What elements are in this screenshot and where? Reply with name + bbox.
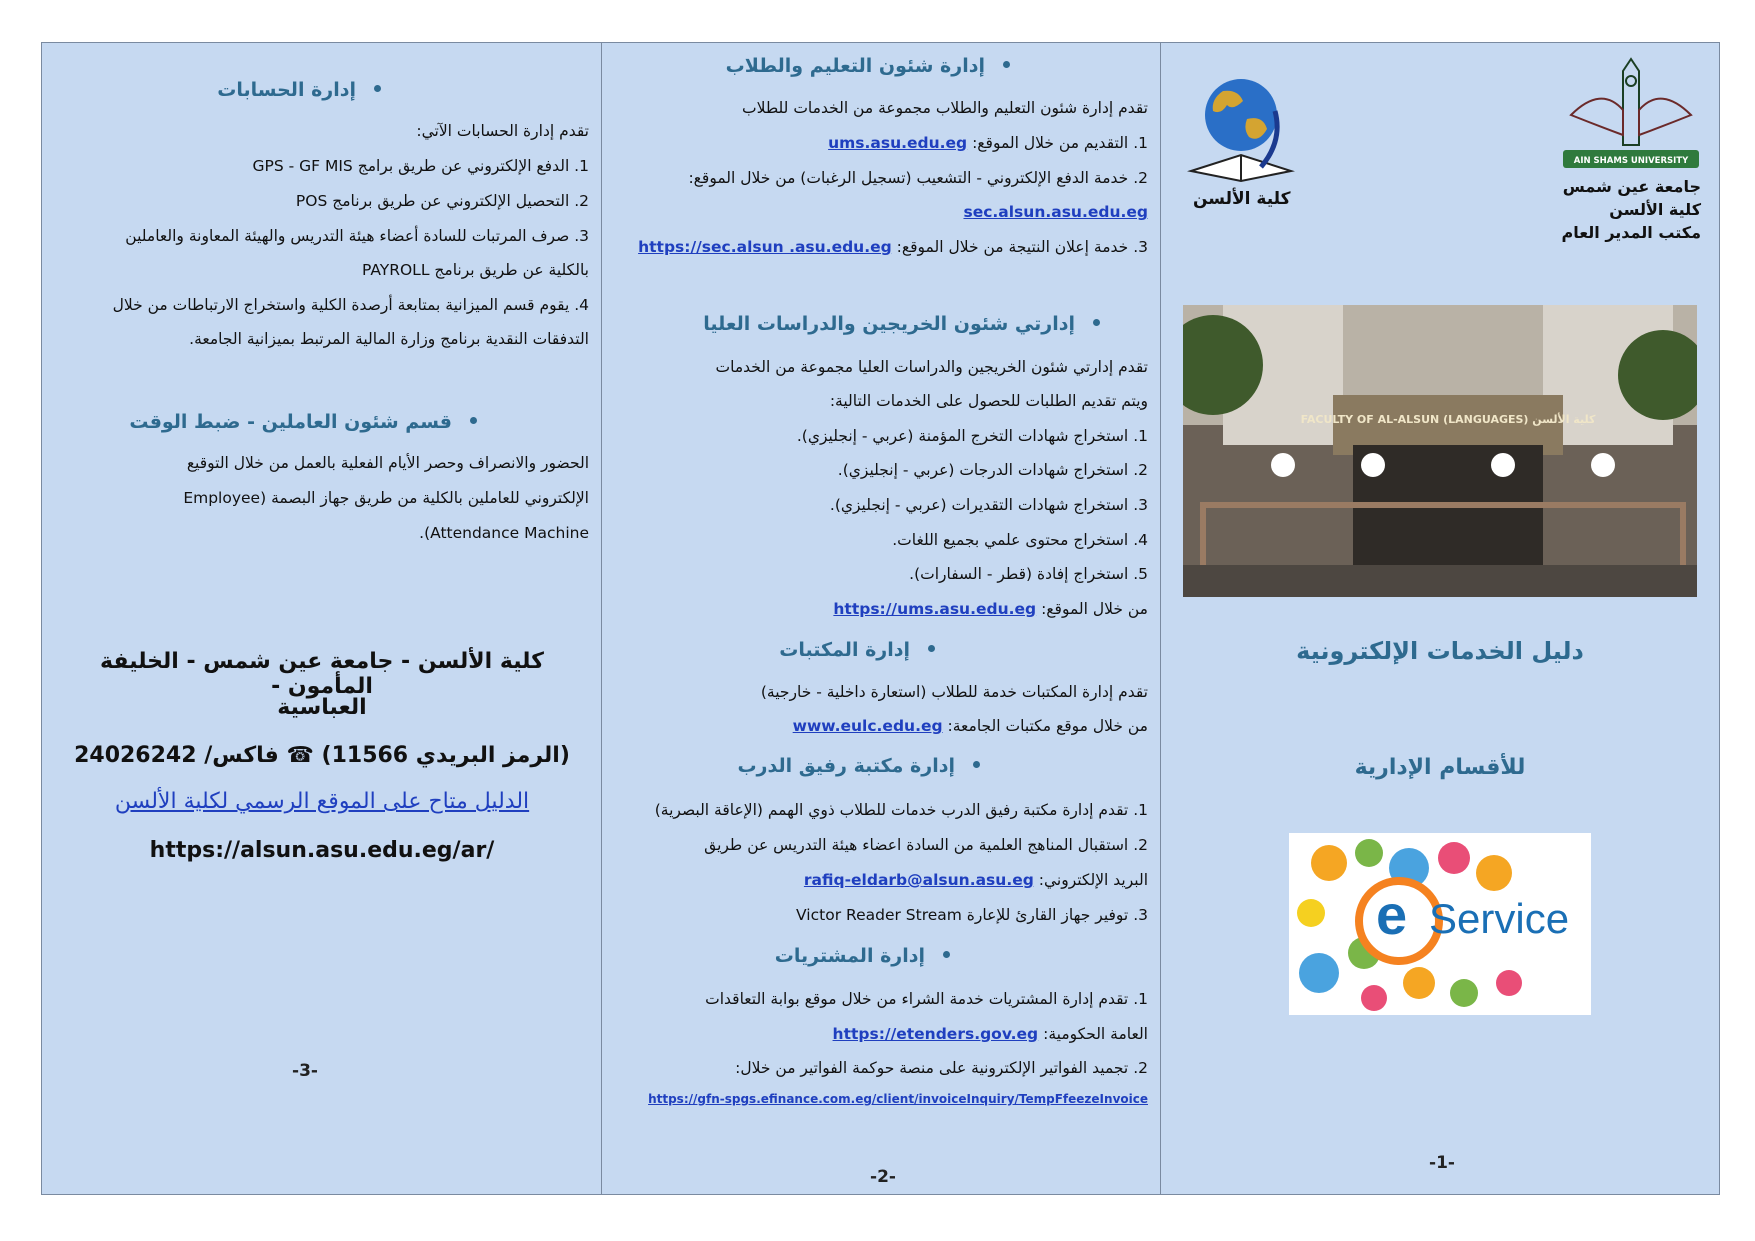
libraries-heading: إدارة المكتبات: [779, 639, 935, 661]
sec-link[interactable]: sec.alsun.asu.edu.eg: [963, 203, 1148, 221]
graduates-heading: إدارتي شئون الخريجين والدراسات العليا: [703, 313, 1100, 335]
contact-phone: (الرمز البريدي 11566) ☎ فاكس/ 24026242: [74, 743, 570, 768]
contact-address: كلية الألسن - جامعة عين شمس - الخليفة المأمون -: [100, 649, 544, 699]
students-item-2: 2. خدمة الدفع الإلكتروني - التشعيب (تسجيل الرغبات) من خلال الموقع:: [688, 169, 1148, 187]
graduates-via: من خلال الموقع: https://ums.asu.edu.eg: [833, 600, 1148, 618]
faculty-logo: [1183, 71, 1303, 191]
bullet-icon: [470, 417, 477, 424]
graduates-item: 2. استخراج شهادات الدرجات (عربي - إنجليزي).: [837, 461, 1148, 479]
accounts-item-2: 2. التحصيل الإلكتروني عن طريق برنامج POS: [295, 192, 589, 210]
etenders-link[interactable]: https://etenders.gov.eg: [832, 1025, 1039, 1043]
panel-3: [42, 43, 601, 1194]
contact-address-cont: العباسية: [277, 695, 367, 720]
graduates-item: 4. استخراج محتوى علمي بجميع اللغات.: [892, 531, 1148, 549]
bullet-icon: [374, 85, 381, 92]
bullet-icon: [1093, 319, 1100, 326]
rafiq-item-3: 3. توفير جهاز القارئ للإعارة Victor Reader Stream: [796, 906, 1148, 924]
eservice-graphic: [1289, 833, 1591, 1015]
rafiq-item-1: 1. تقدم إدارة مكتبة رفيق الدرب خدمات للطلاب ذوي الهمم (الإعاقة البصرية): [654, 801, 1148, 819]
ums-link[interactable]: ums.asu.edu.eg: [828, 134, 968, 152]
svg-text:AIN SHAMS UNIVERSITY: AIN SHAMS UNIVERSITY: [1573, 156, 1689, 166]
bullet-icon: [1003, 61, 1010, 68]
page-number-2: -2-: [870, 1167, 896, 1187]
rafiq-email-link[interactable]: rafiq-eldarb@alsun.asu.eg: [803, 871, 1034, 889]
accounts-item-1: 1. الدفع الإلكتروني عن طريق برامج GPS - GF MIS: [252, 157, 589, 175]
accounts-item-4: 4. يقوم قسم الميزانية بمتابعة أرصدة الكلية واستخراج الارتباطات من خلال: [112, 296, 589, 314]
staff-heading: قسم شئون العاملين - ضبط الوقت: [129, 411, 477, 433]
students-intro: تقدم إدارة شئون التعليم والطلاب مجموعة من الخدمات للطلاب: [742, 99, 1148, 117]
page-number-3: -3-: [292, 1061, 318, 1081]
efinance-link[interactable]: https://gfn-spgs.efinance.com.eg/client/invoiceInquiry/TempFfeezeInvoice: [648, 1092, 1148, 1106]
rafiq-heading: إدارة مكتبة رفيق الدرب: [737, 755, 980, 777]
brochure-frame: [41, 42, 1720, 1195]
purchases-heading: إدارة المشتريات: [775, 945, 950, 967]
accounts-item-3: 3. صرف المرتبات للسادة أعضاء هيئة التدريس والهيئة المعاونة والعاملين: [125, 227, 589, 245]
brochure-subtitle: للأقسام الإدارية: [1354, 755, 1526, 780]
graduates-item: 1. استخراج شهادات التخرج المؤمنة (عربي - إنجليزي).: [796, 427, 1148, 445]
purchases-item-1-cont: العامة الحكومية: https://etenders.gov.eg: [832, 1025, 1148, 1043]
staff-line-3: Attendance Machine).: [419, 524, 589, 542]
libraries-line-1: تقدم إدارة المكتبات خدمة للطلاب (استعارة داخلية - خارجية): [760, 683, 1148, 701]
eservice-e-letter: e: [1376, 883, 1408, 946]
students-item-1: 1. التقديم من خلال الموقع: ums.asu.edu.eg: [828, 134, 1148, 152]
faculty-logo-text: كلية الألسن: [1193, 189, 1291, 209]
panel-2: [601, 43, 1161, 1194]
rafiq-item-2-cont: البريد الإلكتروني: rafiq-eldarb@alsun.asu.eg: [803, 871, 1148, 889]
accounts-item-4-cont: التدفقات النقدية برنامج وزارة المالية المرتبط بميزانية الجامعة.: [189, 330, 589, 348]
staff-line-1: الحضور والانصراف وحصر الأيام الفعلية بالعمل من خلال التوقيع: [186, 454, 589, 472]
purchases-item-2: 2. تجميد الفواتير الإلكترونية على منصة حوكمة الفواتير من خلال:: [735, 1059, 1148, 1077]
brochure-title: دليل الخدمات الإلكترونية: [1296, 637, 1584, 665]
svg-text:كلية الألسن FACULTY OF AL-ALSU: كلية الألسن FACULTY OF AL-ALSUN (LANGUAGES): [1300, 413, 1596, 426]
rafiq-item-2: 2. استقبال المناهج العلمية من السادة اعضاء هيئة التدريس عن طريق: [704, 836, 1148, 854]
libraries-line-2: من خلال موقع مكتبات الجامعة: www.eulc.edu.eg: [792, 717, 1148, 735]
students-item-3: 3. خدمة إعلان النتيجة من خلال الموقع: https://sec.alsun .asu.edu.eg: [638, 238, 1148, 256]
university-logo: [1561, 55, 1701, 173]
faculty-building-photo: [1183, 305, 1697, 597]
panel-1: [1161, 43, 1719, 1194]
university-name-block: جامعة عين شمس كلية الألسن مكتب المدير العام: [1561, 177, 1701, 242]
purchases-item-1: 1. تقدم إدارة المشتريات خدمة الشراء من خلال موقع بوابة التعاقدات: [705, 990, 1148, 1008]
site-url[interactable]: https://alsun.asu.edu.eg/ar/: [149, 838, 495, 863]
bullet-icon: [973, 761, 980, 768]
staff-line-2: الإلكتروني للعاملين بالكلية من طريق جهاز البصمة (Employee: [183, 489, 589, 507]
graduates-item: 3. استخراج شهادات التقديرات (عربي - إنجليزي).: [829, 496, 1148, 514]
results-link[interactable]: https://sec.alsun .asu.edu.eg: [638, 238, 892, 256]
eservice-word: Service: [1429, 895, 1570, 942]
accounts-intro: تقدم إدارة الحسابات الآتي:: [416, 122, 589, 140]
ums-link-2[interactable]: https://ums.asu.edu.eg: [833, 600, 1037, 618]
page-number-1: -1-: [1429, 1153, 1455, 1173]
accounts-item-3-cont: بالكلية عن طريق برنامج PAYROLL: [361, 261, 589, 279]
bullet-icon: [928, 645, 935, 652]
accounts-heading: إدارة الحسابات: [217, 79, 381, 101]
guide-link[interactable]: الدليل متاح على الموقع الرسمي لكلية الألسن: [114, 789, 530, 814]
bullet-icon: [943, 951, 950, 958]
graduates-item: 5. استخراج إفادة (قطر - السفارات).: [909, 565, 1148, 583]
eulc-link[interactable]: www.eulc.edu.eg: [792, 717, 943, 735]
students-heading: إدارة شئون التعليم والطلاب: [726, 55, 1010, 77]
graduates-intro: تقدم إدارتي شئون الخريجين والدراسات العليا مجموعة من الخدمات: [715, 358, 1148, 376]
graduates-intro-2: ويتم تقديم الطلبات للحصول على الخدمات التالية:: [829, 392, 1148, 410]
